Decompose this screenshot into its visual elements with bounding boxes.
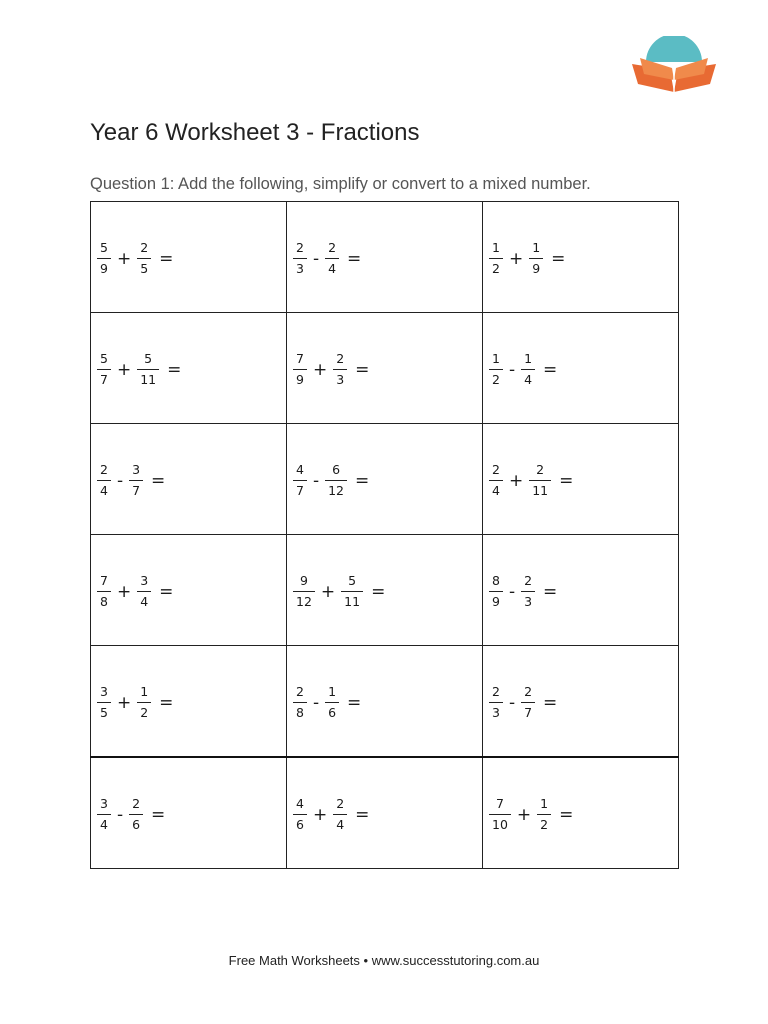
problem-cell xyxy=(483,757,679,869)
denominator: 9 xyxy=(296,371,304,387)
denominator: 9 xyxy=(532,260,541,276)
operator: + xyxy=(516,804,532,825)
numerator: 7 xyxy=(296,351,304,366)
fraction-a xyxy=(97,242,111,275)
numerator: 5 xyxy=(144,351,153,366)
fraction-a xyxy=(489,686,503,719)
fraction-expression xyxy=(97,242,173,275)
question-prompt: Question 1: Add the following, simplify or convert to a mixed number. xyxy=(90,175,591,193)
problem-cell xyxy=(91,424,287,535)
denominator: 4 xyxy=(100,816,108,832)
numerator: 6 xyxy=(332,462,341,477)
numerator: 2 xyxy=(296,240,304,255)
fraction-a xyxy=(97,464,111,497)
numerator: 3 xyxy=(100,684,108,699)
operator: + xyxy=(116,359,132,380)
operator: - xyxy=(508,359,516,380)
operator: - xyxy=(312,692,320,713)
fraction-b xyxy=(325,242,339,275)
problem-cell xyxy=(287,313,483,424)
numerator: 5 xyxy=(348,573,357,588)
problem-cell xyxy=(287,535,483,646)
numerator: 3 xyxy=(132,462,141,477)
denominator: 4 xyxy=(100,482,108,498)
numerator: 4 xyxy=(296,796,304,811)
fraction-a xyxy=(489,798,511,831)
problem-grid xyxy=(90,201,679,869)
fraction-expression xyxy=(489,686,557,719)
operator: - xyxy=(508,692,516,713)
numerator: 1 xyxy=(524,351,533,366)
denominator: 5 xyxy=(140,260,149,276)
equals-sign: = xyxy=(151,470,166,491)
fraction-a xyxy=(97,686,111,719)
operator: + xyxy=(116,581,132,602)
numerator: 2 xyxy=(492,684,500,699)
equals-sign: = xyxy=(355,359,370,380)
numerator: 3 xyxy=(100,796,108,811)
numerator: 2 xyxy=(140,240,149,255)
fraction-b xyxy=(325,464,347,497)
fraction-a xyxy=(293,575,315,608)
denominator: 8 xyxy=(296,704,304,720)
denominator: 3 xyxy=(296,260,304,276)
fraction-b xyxy=(137,686,151,719)
equals-sign: = xyxy=(347,692,362,713)
fraction-b xyxy=(129,798,143,831)
numerator: 7 xyxy=(100,573,108,588)
fraction-b xyxy=(521,353,535,386)
problem-cell xyxy=(287,646,483,758)
numerator: 7 xyxy=(495,796,504,811)
fraction-expression xyxy=(489,242,565,275)
denominator: 7 xyxy=(100,371,108,387)
fraction-a xyxy=(489,242,503,275)
denominator: 6 xyxy=(328,704,337,720)
fraction-expression xyxy=(97,464,165,497)
denominator: 11 xyxy=(532,482,549,498)
operator: + xyxy=(320,581,336,602)
denominator: 5 xyxy=(100,704,108,720)
operator: - xyxy=(312,248,320,269)
denominator: 4 xyxy=(328,260,337,276)
problem-row xyxy=(91,757,679,869)
operator: + xyxy=(508,248,524,269)
problem-cell xyxy=(483,646,679,758)
denominator: 3 xyxy=(336,371,345,387)
numerator: 5 xyxy=(100,351,108,366)
numerator: 2 xyxy=(336,351,345,366)
fraction-b xyxy=(137,242,151,275)
fraction-expression xyxy=(293,686,361,719)
denominator: 10 xyxy=(492,816,508,832)
problem-row xyxy=(91,646,679,758)
operator: - xyxy=(508,581,516,602)
numerator: 2 xyxy=(524,573,533,588)
open-book-icon xyxy=(630,36,718,94)
numerator: 8 xyxy=(492,573,500,588)
equals-sign: = xyxy=(559,470,574,491)
fraction-expression xyxy=(489,353,557,386)
denominator: 6 xyxy=(296,816,304,832)
problem-cell xyxy=(91,535,287,646)
fraction-a xyxy=(293,353,307,386)
fraction-a xyxy=(293,242,307,275)
equals-sign: = xyxy=(551,248,566,269)
denominator: 11 xyxy=(140,371,157,387)
numerator: 2 xyxy=(132,796,141,811)
numerator: 2 xyxy=(492,462,500,477)
denominator: 9 xyxy=(100,260,108,276)
problem-row xyxy=(91,535,679,646)
denominator: 4 xyxy=(140,593,149,609)
numerator: 4 xyxy=(296,462,304,477)
equals-sign: = xyxy=(355,804,370,825)
problem-cell xyxy=(91,646,287,758)
problem-cell xyxy=(483,535,679,646)
numerator: 2 xyxy=(524,684,533,699)
equals-sign: = xyxy=(543,359,558,380)
operator: - xyxy=(116,804,124,825)
denominator: 7 xyxy=(296,482,304,498)
problem-cell xyxy=(287,757,483,869)
equals-sign: = xyxy=(543,692,558,713)
problem-cell xyxy=(91,313,287,424)
fraction-expression xyxy=(97,353,181,386)
numerator: 2 xyxy=(328,240,337,255)
fraction-expression xyxy=(489,575,557,608)
numerator: 9 xyxy=(299,573,308,588)
numerator: 5 xyxy=(100,240,108,255)
equals-sign: = xyxy=(159,581,174,602)
numerator: 1 xyxy=(492,351,500,366)
fraction-b xyxy=(325,686,339,719)
equals-sign: = xyxy=(347,248,362,269)
numerator: 2 xyxy=(336,796,345,811)
fraction-b xyxy=(529,464,551,497)
problem-cell xyxy=(483,313,679,424)
fraction-b xyxy=(129,464,143,497)
fraction-b xyxy=(537,798,551,831)
denominator: 2 xyxy=(492,371,500,387)
problem-cell xyxy=(91,202,287,313)
denominator: 4 xyxy=(336,816,345,832)
operator: - xyxy=(116,470,124,491)
operator: + xyxy=(312,359,328,380)
equals-sign: = xyxy=(559,804,574,825)
fraction-a xyxy=(489,353,503,386)
numerator: 1 xyxy=(492,240,500,255)
numerator: 2 xyxy=(296,684,304,699)
fraction-b xyxy=(333,798,347,831)
denominator: 9 xyxy=(492,593,500,609)
problem-row xyxy=(91,202,679,313)
fraction-expression xyxy=(489,798,573,831)
operator: + xyxy=(116,248,132,269)
numerator: 2 xyxy=(100,462,108,477)
operator: + xyxy=(312,804,328,825)
operator: - xyxy=(312,470,320,491)
denominator: 4 xyxy=(492,482,500,498)
fraction-a xyxy=(489,464,503,497)
numerator: 3 xyxy=(140,573,149,588)
fraction-b xyxy=(341,575,363,608)
denominator: 3 xyxy=(492,704,500,720)
denominator: 2 xyxy=(492,260,500,276)
fraction-a xyxy=(97,575,111,608)
fraction-b xyxy=(137,575,151,608)
denominator: 6 xyxy=(132,816,141,832)
problem-row xyxy=(91,313,679,424)
fraction-b xyxy=(521,686,535,719)
fraction-a xyxy=(97,353,111,386)
denominator: 7 xyxy=(524,704,533,720)
problem-cell xyxy=(91,757,287,869)
equals-sign: = xyxy=(159,692,174,713)
problem-cell xyxy=(287,202,483,313)
fraction-expression xyxy=(489,464,573,497)
denominator: 12 xyxy=(296,593,312,609)
denominator: 4 xyxy=(524,371,533,387)
fraction-a xyxy=(293,464,307,497)
denominator: 12 xyxy=(328,482,344,498)
numerator: 1 xyxy=(140,684,149,699)
denominator: 3 xyxy=(524,593,533,609)
fraction-expression xyxy=(97,686,173,719)
denominator: 7 xyxy=(132,482,141,498)
fraction-expression xyxy=(97,798,165,831)
fraction-expression xyxy=(293,353,369,386)
operator: + xyxy=(508,470,524,491)
equals-sign: = xyxy=(159,248,174,269)
fraction-b xyxy=(333,353,347,386)
fraction-expression xyxy=(293,798,369,831)
fraction-b xyxy=(137,353,159,386)
operator: + xyxy=(116,692,132,713)
equals-sign: = xyxy=(167,359,182,380)
problem-cell xyxy=(483,202,679,313)
fraction-a xyxy=(489,575,503,608)
problem-cell xyxy=(483,424,679,535)
page-title: Year 6 Worksheet 3 - Fractions xyxy=(90,119,420,146)
numerator: 1 xyxy=(540,796,549,811)
fraction-b xyxy=(521,575,535,608)
fraction-expression xyxy=(293,242,361,275)
fraction-a xyxy=(293,798,307,831)
footer-text: Free Math Worksheets • www.successtutoring.com.au xyxy=(228,953,540,968)
equals-sign: = xyxy=(355,470,370,491)
equals-sign: = xyxy=(151,804,166,825)
fraction-expression xyxy=(293,464,369,497)
fraction-expression xyxy=(293,575,385,608)
equals-sign: = xyxy=(543,581,558,602)
fraction-a xyxy=(97,798,111,831)
problem-row xyxy=(91,424,679,535)
fraction-b xyxy=(529,242,543,275)
numerator: 2 xyxy=(536,462,545,477)
denominator: 2 xyxy=(540,816,549,832)
problem-cell xyxy=(287,424,483,535)
fraction-expression xyxy=(97,575,173,608)
numerator: 1 xyxy=(532,240,541,255)
fraction-a xyxy=(293,686,307,719)
denominator: 11 xyxy=(344,593,361,609)
numerator: 1 xyxy=(328,684,337,699)
equals-sign: = xyxy=(371,581,386,602)
denominator: 2 xyxy=(140,704,149,720)
denominator: 8 xyxy=(100,593,108,609)
